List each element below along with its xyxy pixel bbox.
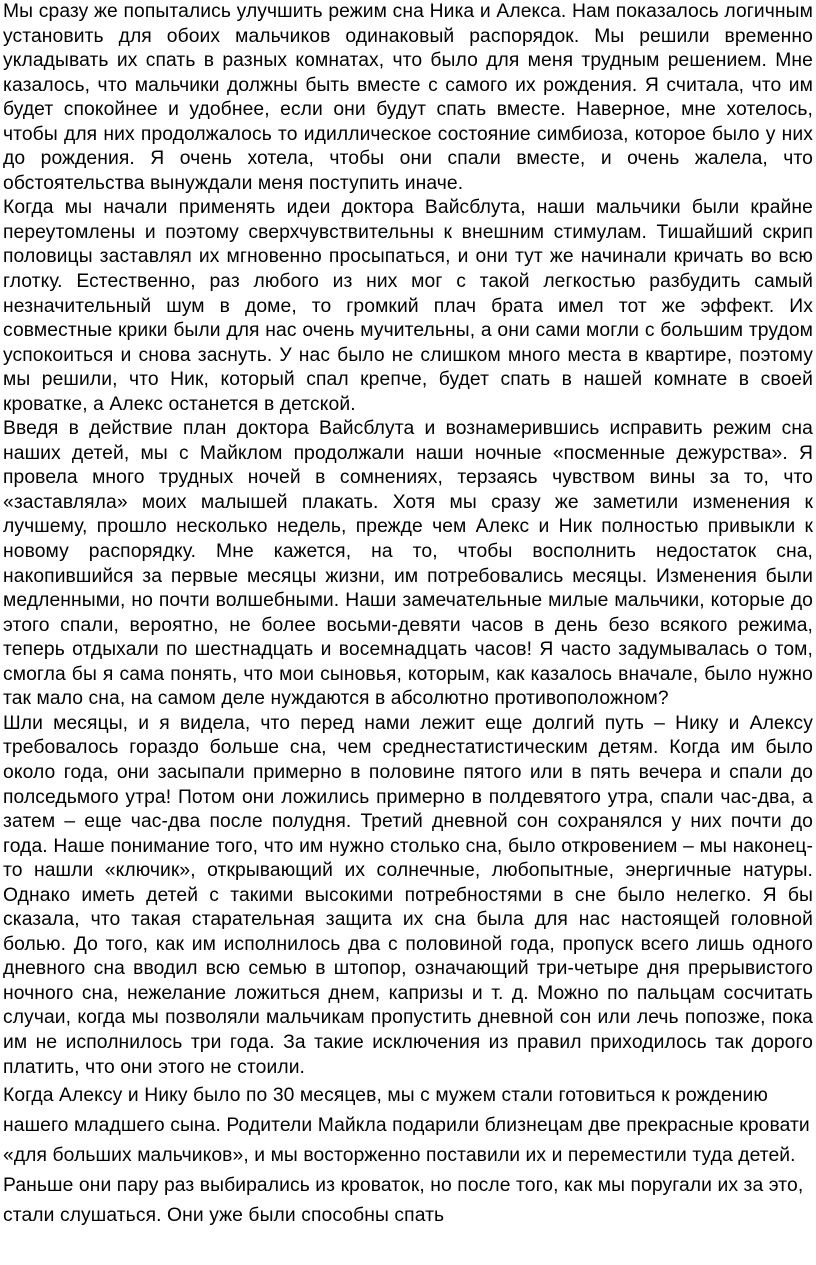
paragraph-5: Когда Алексу и Нику было по 30 месяцев, мы с мужем стали готовиться к рождению нашего младшего сына. Родители Майкла подарили близнецам две прекрасные кровати «для больших мальчиков», и мы восторженно поставили их и переместили туда детей. Раньше они пару раз выбирались из кроваток, но после того, как мы поругали их за это, стали слушаться. Они уже были способны спать [3, 1085, 810, 1227]
paragraph-3: Введя в действие план доктора Вайсблута и вознамерившись исправить режим сна наших детей, мы с Майклом продолжали наши ночные «посменные дежурства». Я провела много трудных ночей в сомнениях, терзаясь чувством вины за то, что «заставляла» моих малышей плакать. Хотя мы сразу же заметили изменения к лучшему, прошло несколько недель, прежде чем Алекс и Ник полностью привыкли к новому распорядку. Мне кажется, на то, чтобы восполнить недостаток сна, накопившийся за первые месяцы жизни, им потребовались месяцы. Изменения были медленными, но почти волшебными. Наши замечательные милые мальчики, которые до этого спали, вероятно, не более восьми-девяти часов в день безо всякого режима, теперь отдыхали по шестнадцать и восемнадцать часов! Я часто задумывалась о том, смогла бы я сама понять, что мои сыновья, которым, как казалось вначале, было нужно так мало сна, на самом деле нуждаются в абсолютно противоположном? [3, 418, 813, 710]
paragraph-2: Когда мы начали применять идеи доктора Вайсблута, наши мальчики были крайне переутомлены и поэтому сверхчувствительны к внешним стимулам. Тишайший скрип половицы заставлял их мгновенно просыпаться, и они тут же начинали кричать во всю глотку. Естественно, раз любого из них мог с такой легкостью разбудить самый незначительный шум в доме, то громкий плач брата имел тот же эффект. Их совместные крики были для нас очень мучительны, а они сами могли с большим трудом успокоиться и снова заснуть. У нас было не слишком много места в квартире, поэтому мы решили, что Ник, который спал крепче, будет спать в нашей комнате в своей кроватке, а Алекс останется в детской. [3, 197, 813, 415]
paragraph-1: Мы сразу же попытались улучшить режим сна Ника и Алекса. Нам показалось логичным установить для обоих мальчиков одинаковый распорядок. Мы решили временно укладывать их спать в разных комнатах, что было для меня трудным решением. Мне казалось, что мальчики должны быть вместе с самого их рождения. Я считала, что им будет спокойнее и удобнее, если они будут спать вместе. Наверное, мне хотелось, чтобы для них продолжалось то идиллическое состояние симбиоза, которое было у них до рождения. Я очень хотела, чтобы они спали вместе, и очень жалела, что обстоятельства вынуждали меня поступить иначе. [3, 1, 813, 194]
paragraph-4: Шли месяцы, и я видела, что перед нами лежит еще долгий путь – Нику и Алексу требовалось гораздо больше сна, чем среднестатистическим детям. Когда им было около года, они засыпали примерно в половине пятого или в пять вечера и спали до полседьмого утра! Потом они ложились примерно в полдевятого утра, спали час-два, а затем – еще час-два после полудня. Третий дневной сон сохранялся у них почти до года. Наше понимание того, что им нужно столько сна, было откровением – мы наконец-то нашли «ключик», открывающий их солнечные, любопытные, энергичные натуры. Однако иметь детей с такими высокими потребностями в сне было нелегко. Я бы сказала, что такая старательная защита их сна была для нас настоящей головной болью. До того, как им исполнилось два с половиной года, пропуск всего лишь одного дневного сна вводил всю семью в штопор, означающий три-четыре дня прерывистого ночного сна, нежелание ложиться днем, капризы и т. д. Можно по пальцам сосчитать случаи, когда мы позволяли мальчикам пропустить дневной сон или лечь попозже, пока им не исполнилось три года. За такие исключения из правил приходилось так дорого платить, что они этого не стоили. [3, 712, 813, 1078]
